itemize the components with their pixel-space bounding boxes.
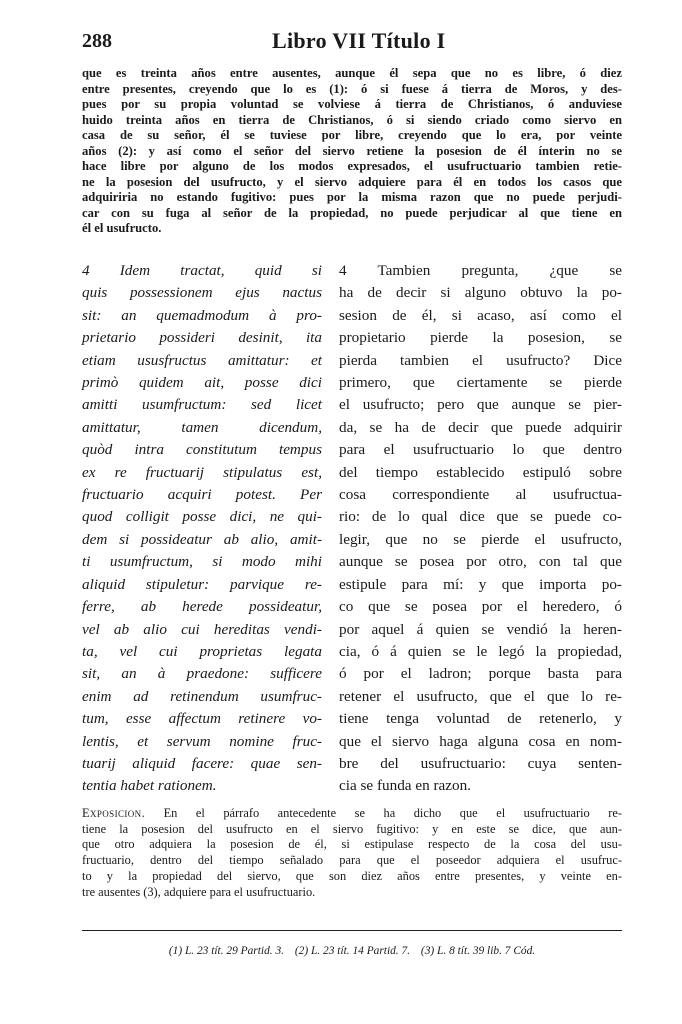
spanish-line: propietario pierde la posesion, se (339, 329, 622, 347)
spanish-line: primero, que ciertamente se pierde (339, 374, 622, 392)
footnote-divider (82, 930, 622, 931)
spanish-line: estipule para mí: y que importa po- (339, 575, 622, 593)
spanish-line: rio: de lo qual dice que se puede co- (339, 508, 622, 526)
spanish-line: aunque se posea por otro, con tal que (339, 553, 622, 571)
spanish-line: co que se posea por el heredero, ó (339, 598, 622, 616)
latin-line: fructuario acquiri potest. Per (82, 486, 322, 504)
exposition-line: tre ausentes (3), adquiere para el usufructuario. (82, 884, 316, 899)
latin-line: aliquid stipuletur: parvique re- (82, 575, 322, 593)
latin-line: tuarij aliquid facere: quae sen- (82, 754, 322, 772)
intro-line: casa de su señor, él se tuviese por libre, creyendo que lo era, por veinte (82, 128, 622, 142)
spanish-column (339, 260, 622, 798)
latin-line: ex re fructuarij stipulatus est, (82, 463, 322, 481)
latin-column (82, 260, 322, 798)
exposition-line: fructuario, dentro del tiempo señalado para que el poseedor adquiera el usufruc- (82, 853, 622, 868)
latin-line: tum, esse affectum retinere vo- (82, 710, 322, 728)
spanish-line: pierda tambien el usufructo? Dice (339, 351, 622, 369)
exposition-line: que otro adquiera la posesion de él, si estipulase respecto de la cosa del usu- (82, 837, 622, 852)
intro-line: car con su fuga al señor de la propiedad, no puede perjudicar al que tiene en (82, 205, 622, 220)
exposition-paragraph (82, 806, 622, 900)
intro-line: entre presentes, creyendo que lo es (1): ó si fuese á tierra de Moros, y des- (82, 81, 622, 96)
exposition-line: tiene la posesion del usufructo en el siervo fugitivo: y en este se dice, que aun- (82, 821, 622, 836)
latin-line: 4 Idem tractat, quid si (82, 262, 322, 279)
intro-line: años (2): y así como el señor del siervo retiene la posesion de él ínterin no se (82, 143, 622, 158)
running-head: Libro VII Título I (272, 28, 446, 53)
spanish-line: bre del usufructuario: cuya senten- (339, 754, 622, 772)
latin-line: quis possessionem ejus nactus (82, 284, 322, 302)
spanish-line: cosa correspondiente al usufructua- (339, 486, 622, 504)
footnote: (1) L. 23 tít. 29 Partid. 3. (168, 945, 285, 957)
latin-line: sit: an quemadmodum à pro- (82, 306, 322, 324)
latin-line: dem si possideatur ab alio, amit- (82, 530, 322, 548)
latin-line: enim ad retinendum usumfruc- (82, 687, 322, 705)
latin-line: amitti usumfructum: sed licet (82, 396, 322, 414)
spanish-line: ó por el ladron; porque basta para (339, 665, 622, 683)
exposition-line: to y la propiedad del siervo, que son diez años entre presentes, y veinte en- (82, 868, 622, 883)
footnotes (82, 945, 622, 957)
intro-line: él el usufructo. (82, 221, 162, 235)
intro-line: huido treinta años en tierra de Christianos, ó si siendo criado como siervo en (82, 112, 622, 127)
intro-line: pues por su propia voluntad se volviese á tierra de Christianos, ó anduviese (82, 97, 622, 111)
latin-line: primò quidem ait, posse dici (82, 374, 322, 392)
latin-line: vel ab alio cui hereditas vendi- (82, 620, 322, 638)
latin-line: ferre, ab herede possideatur, (82, 598, 322, 616)
exposition-line-text: En el párrafo antecedente se ha dicho que el usufructuario re- (163, 806, 622, 820)
latin-line: quòd intra constitutum tempus (82, 441, 322, 459)
intro-paragraph (82, 66, 622, 237)
latin-line: prietario possideri desinit, ita (82, 329, 322, 347)
spanish-line: para el usufructuario lo que dentro (339, 441, 622, 459)
spanish-line: tiene tenga voluntad de retenerlo, y (339, 710, 622, 728)
spanish-line: sesion de él, si acaso, así como el (339, 306, 622, 324)
exposition-first-line (82, 806, 622, 822)
spanish-line: que el siervo haga alguna cosa en nom- (339, 732, 622, 750)
spanish-line: por aquel á quien se vendió la heren- (339, 620, 622, 638)
latin-line: ta, vel cui proprietas legata (82, 642, 322, 660)
latin-line: sit, an à praedone: sufficere (82, 665, 322, 683)
spanish-line: retener el usufructo, que el que lo re- (339, 687, 622, 705)
footnote: (3) L. 8 tít. 39 lib. 7 Cód. (420, 945, 536, 957)
intro-line: adquiriria no estando fugitivo: pues por la misma razon que no puede perjudi- (82, 190, 622, 204)
spanish-line: ha de decir si alguno obtuvo la po- (339, 284, 622, 302)
latin-line: lentis, et servum nomine fruc- (82, 732, 322, 750)
latin-line: amittatur, tamen dicendum, (82, 418, 322, 436)
latin-line: etiam ususfructus amittatur: et (82, 351, 322, 369)
intro-line: ne la posesion del usufructo, y el siervo adquiere para él en todos los casos que (82, 174, 622, 189)
spanish-line: del tiempo establecido estipuló sobre (339, 463, 622, 481)
latin-line: ti usumfructum, si modo mihi (82, 553, 322, 571)
spanish-line: 4 Tambien pregunta, ¿que se (339, 262, 622, 279)
spanish-line: cia se funda en razon. (339, 777, 471, 795)
spanish-line: legir, que no se pierde el usufructo, (339, 530, 622, 548)
spanish-line: da, se ha de decir que puede adquirir (339, 418, 622, 436)
exposition-heading: Exposicion. (82, 806, 146, 820)
intro-line: hace libre por alguno de los modos expresados, el usufructuario tambien retie- (82, 159, 622, 173)
page-number: 288 (82, 30, 112, 52)
spanish-line: cia, ó á quien se le legó la propiedad, (339, 642, 622, 660)
intro-line: que es treinta años entre ausentes, aunque él sepa que no es libre, ó diez (82, 66, 622, 80)
latin-line: tentia habet rationem. (82, 777, 217, 795)
footnote: (2) L. 23 tít. 14 Partid. 7. (294, 945, 411, 957)
latin-line: quod colligit posse dici, ne qui- (82, 508, 322, 526)
spanish-line: el usufructo; pero que aunque se pier- (339, 396, 622, 414)
